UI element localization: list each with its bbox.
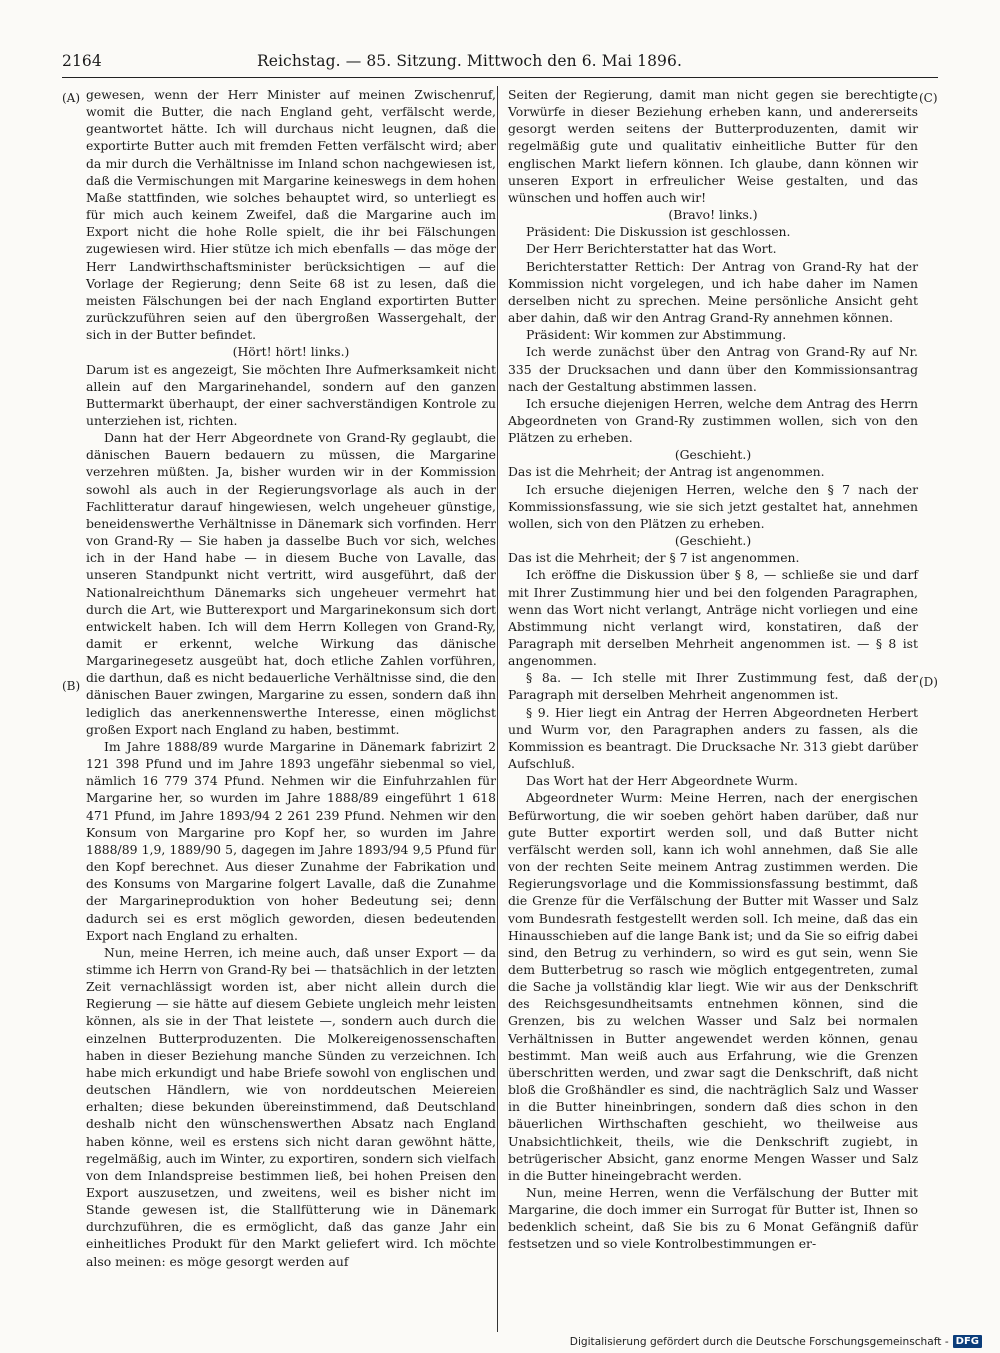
paragraph: Ich eröffne die Diskussion über § 8, — schließe sie und darf mit Ihrer Zustimmung hier und bei den folgenden Paragraphen, wenn das Wort nicht verlangt, Anträge nicht vorliegen und eine Abstimmung nicht verlangt wird, konstatiren, daß der Paragraph mit derselben Mehrheit angenommen ist. — § 8 ist angenommen. xyxy=(508,567,918,669)
paragraph: Nun, meine Herren, wenn die Verfälschung der Butter mit Margarine, die doch immer ein Surrogat für Butter ist, Ihnen so bedenklich scheint, daß Sie bis zu 6 Monat Gefängniß dafür festsetzen und so viele Kontrolbestimmungen er- xyxy=(508,1185,918,1252)
paragraph: Im Jahre 1888/89 wurde Margarine in Dänemark fabrizirt 2 121 398 Pfund und im Jahre 1893 ungefähr siebenmal so viel, nämlich 16 779 374 Pfund. Nehmen wir die Einfuhrzahlen für Margarine her, so wurden im Jahre 1888/89 eingeführt 1 618 471 Pfund, im Jahre 1893/94 2 261 239 Pfund. Nehmen wir den Konsum von Margarine pro Kopf her, so wurden im Jahre 1888/89 1,9, 1889/90 5, dagegen im Jahre 1893/94 9,5 Pfund für den Kopf berechnet. Aus dieser Zunahme der Fabrikation und des Konsums von Margarine folgert Lavalle, daß die Zunahme der Margarineproduktion von hoher Bedeutung sei; denn dadurch sei es erst möglich geworden, diesen bedeutenden Export nach England zu erhalten. xyxy=(86,738,496,943)
paragraph: Der Herr Berichterstatter hat das Wort. xyxy=(526,241,777,257)
paragraph: Ich werde zunächst über den Antrag von Grand-Ry auf Nr. 335 der Drucksachen und dann über den Kommissionsantrag nach der Gestaltung abstimmen lassen. xyxy=(508,344,918,394)
paragraph: Präsident: Wir kommen zur Abstimmung. xyxy=(526,327,787,343)
page-header xyxy=(62,46,682,70)
footer-credit xyxy=(570,1335,982,1348)
paragraph: Darum ist es angezeigt, Sie möchten Ihre Aufmerksamkeit nicht allein auf den Margarinehandel, sondern auf den ganzen Buttermarkt überhaupt, der einer sachverständigen Kontrole zu unterziehen ist, richten. xyxy=(86,361,496,428)
footer-credit-text: Digitalisierung gefördert durch die Deutsche Forschungsgemeinschaft - xyxy=(569,1335,949,1348)
margin-marker-d: (D) xyxy=(919,675,938,689)
header-rule xyxy=(62,77,938,78)
paragraph: Berichterstatter Rettich: Der Antrag von Grand-Ry hat der Kommission nicht vorgelegen, und ich habe daher im Namen derselben nicht zu sprechen. Meine persönliche Ansicht geht aber dahin, daß wir den Antrag Grand-Ry annehmen können. xyxy=(508,258,918,326)
interjection: (Bravo! links.) xyxy=(668,207,758,223)
paragraph: Das ist die Mehrheit; der Antrag ist angenommen. xyxy=(508,464,825,480)
column-divider xyxy=(497,86,498,1332)
paragraph: § 8a. — Ich stelle mit Ihrer Zustimmung fest, daß der Paragraph mit derselben Mehrheit angenommen ist. xyxy=(508,670,918,703)
margin-marker-a: (A) xyxy=(62,91,81,105)
paragraph: Dann hat der Herr Abgeordnete von Grand-Ry geglaubt, die dänischen Bauern bedauern zu müssen, die Margarine verzehren müßten. Ja, bisher wurden wir in der Kommission sowohl als auch in der Regierungsvorlage als auch in der Fachlitteratur darauf hingewiesen, welch ungeheuer günstige, beneidenswerthe Verhältnisse in Dänemark sich vorfinden. Herr von Grand-Ry — Sie haben ja dasselbe Buch vor sich, welches ich in der Hand habe — in diesem Buche von Lavalle, das unseren Standpunkt nicht vertritt, wird ausgeführt, daß der Nationalreichthum Dänemarks sich ungeheuer vermehrt hat durch die Art, wie Butterexport und Margarinekonsum sich dort entwickelt haben. Ich will dem Herrn Kollegen von Grand-Ry, damit er erkennt, welche Wirkung das dänische Margarinegesetz ausgeübt hat, doch etliche Zahlen vorführen, die darthun, daß es nicht bedauerliche Verhältnisse sind, die den dänischen Bauer zwingen, Margarine zu essen, sondern daß ihn lediglich das anerkennenswerthe Interesse, einen möglichst großen Export nach England zu haben, bestimmt. xyxy=(86,430,496,737)
paragraph: Nun, meine Herren, ich meine auch, daß unser Export — da stimme ich Herrn von Grand-Ry bei — thatsächlich in der letzten Zeit vernachlässigt worden ist, aber nicht allein durch die Regierung — sie hätte auf diesem Gebiete ungleich mehr leisten können, als sie in der That leistete —, sondern auch durch die einzelnen Butterproduzenten. Die Molkereigenossenschaften haben in dieser Beziehung manche Sünden zu verzeichnen. Ich habe mich erkundigt und habe Briefe sowohl von englischen und deutschen Händlern, wie von norddeutschen Meiereien erhalten; diese bekunden übereinstimmend, daß Deutschland deshalb nicht den wünschenswerthen Absatz nach England haben könne, weil es erstens sich nicht daran gewöhnt hätte, regelmäßig, auch im Winter, zu exportiren, sondern sich vielfach von dem Inlandspreise bestimmen ließ, bei hohen Preisen den Export auszusetzen, und zweitens, weil es bisher nicht im Stande gewesen ist, die Stallfütterung wie in Dänemark durchzuführen, die es ermöglicht, daß das ganze Jahr ein einheitliches Produkt für den Markt geliefert wird. Ich möchte also meinen: es möge gesorgt werden auf xyxy=(86,944,496,1269)
margin-marker-b: (B) xyxy=(62,679,81,693)
paragraph: Ich ersuche diejenigen Herren, welche dem Antrag des Herrn Abgeordneten von Grand-Ry zustimmen wollen, sich von den Plätzen zu erheben. xyxy=(508,395,918,446)
margin-marker-c: (C) xyxy=(919,91,938,105)
interjection: (Geschieht.) xyxy=(674,447,752,463)
interjection: (Geschieht.) xyxy=(674,533,752,549)
paragraph: gewesen, wenn der Herr Minister auf meinen Zwischenruf, womit die Butter, die nach England geht, verfälscht werde, geantwortet hätte. Ich will durchaus nicht leugnen, daß die exportirte Butter auch mit fremden Fetten verfälscht wird; aber da mir durch die Verhältnisse im Inland schon nachgewiesen ist, daß die Vermischungen mit Margarine keineswegs in dem hohen Maße stattfinden, wie solches behauptet wird, so unterliegt es für mich auch keinem Zweifel, daß die Margarine auch im Export nicht die hohe Rolle spielt, die ihr bei Fälschungen zugewiesen wird. Hier stütze ich mich ebenfalls — das möge der Herr Landwirthschaftsminister berücksichtigen — auf die Vorlage der Regierung; denn Seite 68 ist zu lesen, daß die meisten Fälschungen bei der nach England exportirten Butter zurückzuführen seien auf den übergroßen Wassergehalt, der sich in der Butter befindet. xyxy=(86,87,496,343)
paragraph: Präsident: Die Diskussion ist geschlossen. xyxy=(526,224,791,240)
right-column xyxy=(508,86,918,1253)
page-number: 2164 xyxy=(62,52,102,70)
paragraph: Das Wort hat der Herr Abgeordnete Wurm. xyxy=(526,773,798,789)
page-title: Reichstag. — 85. Sitzung. Mittwoch den 6. Mai 1896. xyxy=(256,52,682,70)
paragraph: Abgeordneter Wurm: Meine Herren, nach der energischen Befürwortung, die wir soeben gehört haben darüber, daß nur gute Butter exportirt werden soll, und daß Butter nicht verfälscht werden soll, kann ich wohl annehmen, daß Sie alle von der rechten Seite meinem Antrag zustimmen werden. Die Regierungsvorlage und die Kommissionsfassung bestimmt, daß die Grenze für die Verfälschung der Butter mit Wasser und Salz vom Bundesrath festgestellt werden soll. Ich meine, daß das ein Hinausschieben auf die lange Bank ist; und da Sie so eifrig dabei sind, den Betrug zu verhindern, so wird es gut sein, wenn Sie dem Butterbetrug so rasch wie möglich entgegentreten, zumal die Sache ja vollständig klar liegt. Wie wir aus der Denkschrift des Reichsgesundheitsamts entnehmen können, sind die Grenzen, bis zu welchen Wasser und Salz bei normalen Verhältnissen in Butter angewendet werden können, genau bestimmt. Man weiß auch aus Erfahrung, wie die Grenzen überschritten werden, und zwar sagt die Denkschrift, daß nicht bloß die Großhändler es sind, die nachträglich Salz und Wasser in die Butter hineinbringen, sondern daß dies schon in den bäuerlichen Wirthschaften geschieht, wo theilweise aus Unabsichtlichkeit, theils, wie die Denkschrift zugiebt, in betrügerischer Absicht, ganz enorme Mengen Wasser und Salz in die Butter hineingebracht werden. xyxy=(508,790,918,1183)
paragraph: Seiten der Regierung, damit man nicht gegen sie berechtigte Vorwürfe in dieser Beziehung erheben kann, und andererseits gesorgt werden seitens der Butterproduzenten, damit wir regelmäßig gute und qualitativ einheitliche Butter für den englischen Markt liefern können. Ich glaube, dann können wir unseren Export in erfreulicher Weise gestalten, und das wünschen und hoffen auch wir! xyxy=(508,87,918,205)
paragraph: Das ist die Mehrheit; der § 7 ist angenommen. xyxy=(508,550,800,566)
dfg-logo: DFG xyxy=(953,1335,982,1348)
paragraph: § 9. Hier liegt ein Antrag der Herren Abgeordneten Herbert und Wurm vor, den Paragraphen anders zu fassen, als die Kommission es beantragt. Die Drucksache Nr. 313 giebt darüber Aufschluß. xyxy=(508,704,918,772)
paragraph: Ich ersuche diejenigen Herren, welche den § 7 nach der Kommissionsfassung, wie sie sich jetzt gestaltet hat, annehmen wollen, sich von den Plätzen zu erheben. xyxy=(508,481,918,531)
left-column xyxy=(86,86,496,1270)
interjection: (Hört! hört! links.) xyxy=(232,344,350,360)
